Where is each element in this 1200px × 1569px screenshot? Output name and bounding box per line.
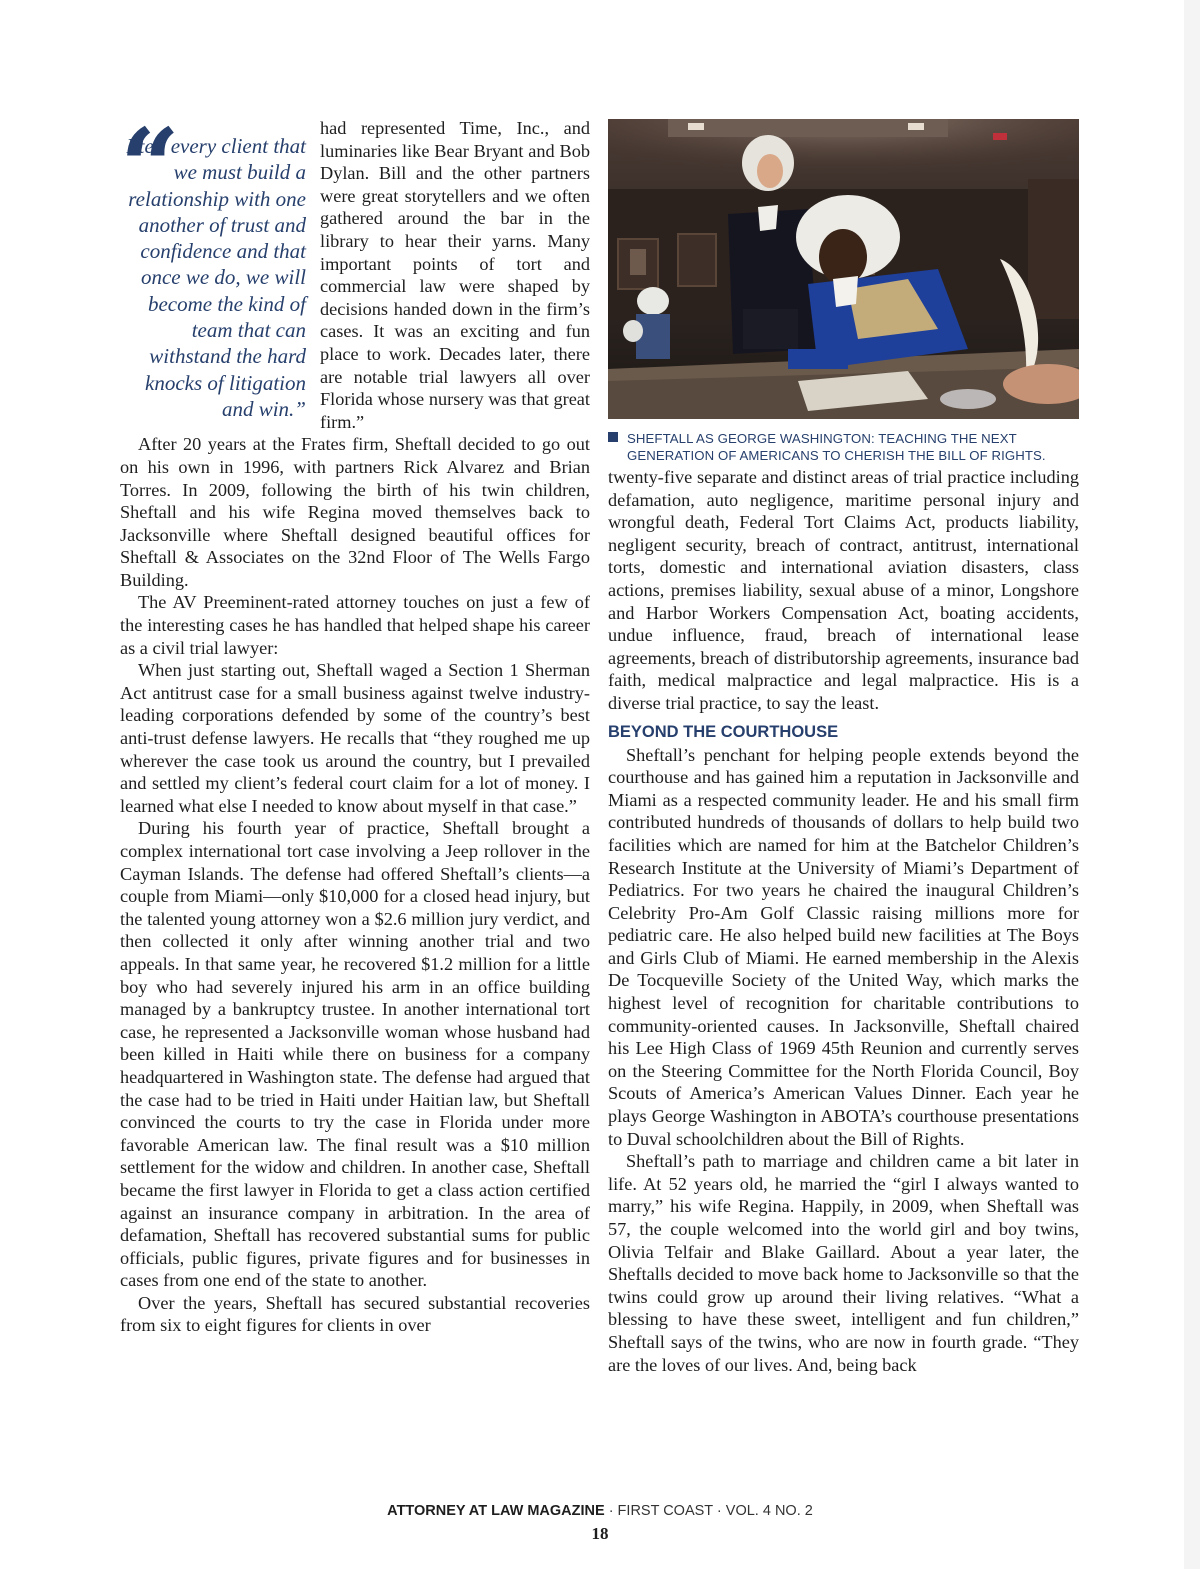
section-heading: BEYOND THE COURTHOUSE	[608, 722, 839, 741]
magazine-name: ATTORNEY AT LAW MAGAZINE	[387, 1503, 605, 1519]
paragraph: had represented Time, Inc., and luminaries like Bear Bryant and Bob Dylan. Bill and the other partners were great storytellers and we often gathered around the bar in the library to hear their yarns. Many important points of tort and commercial law were shaped by decisions handed down in the firm’s cases. It was an exciting and fun place to work. Decades later, there are notable trial lawyers all over Florida whose nursery was that great firm.”	[320, 118, 590, 432]
footer-line	[0, 1503, 1200, 1519]
photo-caption	[608, 430, 1079, 464]
caption-square-icon	[608, 432, 618, 442]
page-number: 18	[591, 1524, 609, 1543]
issue-details: · FIRST COAST · VOL. 4 NO. 2	[604, 1503, 813, 1519]
left-column	[120, 117, 590, 1337]
paragraph: Over the years, Sheftall has secured substantial recoveries from six to eight figures for clients in over	[120, 1292, 590, 1336]
right-body-text	[608, 466, 1079, 1376]
pull-quote	[120, 117, 306, 422]
photo-caption-text: SHEFTALL AS GEORGE WASHINGTON: TEACHING THE NEXT GENERATION OF AMERICANS TO CHERISH THE BILL OF RIGHTS.	[627, 431, 1046, 463]
paragraph: During his fourth year of practice, Sheftall brought a complex international tort case involving a Jeep rollover in the Cayman Islands. The defense had offered Sheftall’s clients—a couple from Miami—only $10,000 for a closed head injury, but the talented young attorney won a $2.6 million jury verdict, and then collected it only after winning another trial and two appeals. In that same year, he recovered $1.2 million for a little boy who had severely injured his arm in an office building managed by a bankruptcy trustee. In another international tort case, he represented a Jacksonville woman whose husband had been killed in Haiti while there on business for a company headquartered in Washington state. The defense had argued that the case had to be tried in Haiti under Haitian law, but Sheftall convinced the courts to try the case in Florida under more favorable American law. The final result was a $10 million settlement for the widow and children. In another case, Sheftall became the first lawyer in Florida to get a class action certified against an insurance company in arbitration. In the area of defamation, Sheftall has recovered substantial sums for public officials, public figures, private figures and for businesses in cases from one end of the state to another.	[120, 818, 590, 1291]
quote-mark-icon: “	[120, 115, 180, 181]
right-column	[608, 119, 1079, 1376]
pull-quote-text: I tell every client that we must build a relationship with one another of trust and confidence and that once we do, we will become the kind of team that can withstand the hard knocks of litigation and win.”	[126, 134, 306, 421]
paragraph: twenty-five separate and distinct areas of trial practice including defamation, auto negligence, maritime personal injury and wrongful death, Federal Tort Claims Act, products liability, negligent security, breach of contract, antitrust, international torts, domestic and international aviation disasters, class actions, premises liability, sexual abuse of a minor, Longshore and Harbor Workers Compensation Act, boating accidents, undue influence, fraud, breach of international lease agreements, breach of distributorship agreements, insurance bad faith, medical malpractice and legal malpractice. His is a diverse trial practice, to say the least.	[608, 467, 1079, 713]
paragraph: When just starting out, Sheftall waged a Section 1 Sherman Act antitrust case for a small business against twelve industry-leading corporations defended by some of the country’s best anti-trust defense lawyers. He recalls that “they roughed me up wherever the case took us around the country, but I prevailed and settled my client’s federal court claim for a lot of money. I learned what else I needed to know about myself in that case.”	[120, 660, 590, 816]
paragraph: Sheftall’s penchant for helping people extends beyond the courthouse and has gained him a reputation in Jacksonville and Miami as a respected community leader. He and his small firm contributed hundreds of thousands of dollars to help build two facilities which are named for him at the Batchelor Children’s Research Institute at the University of Miami’s Department of Pediatrics. For two years he chaired the inaugural Children’s Celebrity Pro-Am Golf Classic raising millions more for pediatric care. He also helped build new facilities at The Boys and Girls Club of Miami. He earned membership in the Alexis De Tocqueville Society of the United Way, which marks the highest level of recognition for charitable contributions to community-oriented causes. In Jacksonville, Sheftall chaired his Lee High Class of 1969 45th Reunion and currently serves on the Steering Committee for the North Florida Council, Boy Scouts of America’s American Values Dinner. Each year he plays George Washington in ABOTA’s courthouse presentations to Duval schoolchildren about the Bill of Rights.	[608, 744, 1079, 1149]
paragraph: After 20 years at the Frates firm, Sheftall decided to go out on his own in 1996, with partners Rick Alvarez and Brian Torres. In 2009, following the birth of his twin children, Sheftall and his wife Regina moved themselves back to Jacksonville where Sheftall designed beautiful offices for Sheftall & Associates on the 32nd Floor of The Wells Fargo Building.	[120, 434, 590, 590]
paragraph: The AV Preeminent-rated attorney touches on just a few of the interesting cases he has handled that helped shape his career as a civil trial lawyer:	[120, 592, 590, 658]
page-footer	[0, 1503, 1200, 1544]
page-edge	[1184, 0, 1200, 1569]
paragraph: Sheftall’s path to marriage and children came a bit later in life. At 52 years old, he married the “girl I always wanted to marry,” his wife Regina. Happily, in 2009, when Sheftall was 57, the couple welcomed into the world girl and boy twins, Olivia Telfair and Blake Gaillard. About a year later, the Sheftalls decided to move back home to Jacksonville so that the twins could grow up around their living relatives. “What a blessing to have these sweet, intelligent and fun children,” Sheftall says of the twins, who are now in fourth grade. “They are the loves of our lives. And, being back	[608, 1151, 1079, 1375]
george-washington-photo	[608, 119, 1079, 419]
